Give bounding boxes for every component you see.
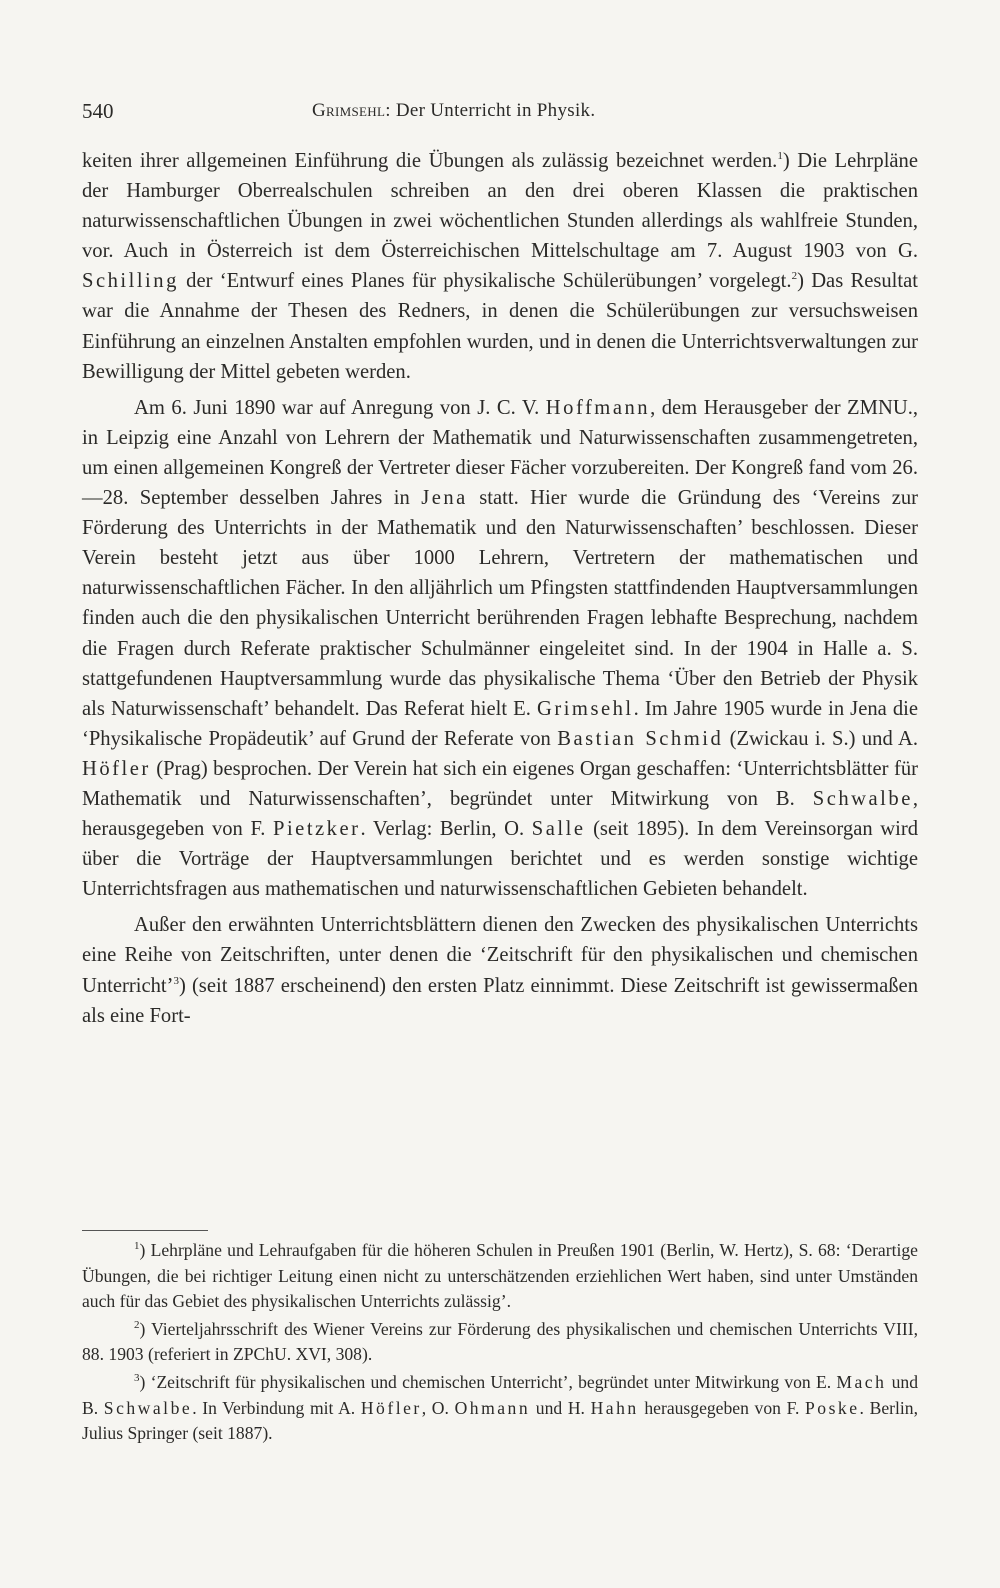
spaced-name: Jena	[421, 487, 468, 510]
text-run: , dem Herausgeber der ZMNU., in Leipzig eine Anzahl von Lehrern der Mathematik und Naturwissenschaften zusammengetreten, um einen allgemeinen Kongreß der Vertreter dieser Fächer vorzubereiten. Der Kongreß fand vom 26.—28. September desselben Jahres in	[82, 396, 918, 510]
text-run: keiten ihrer allgemeinen Einführung die Übungen als zulässig bezeichnet werden.	[82, 150, 778, 172]
spaced-name: Poske	[805, 1397, 860, 1418]
paragraph-3	[82, 910, 918, 1030]
footnote-3	[82, 1370, 918, 1447]
paragraph-1	[82, 146, 918, 387]
spaced-name: Schilling	[82, 270, 179, 293]
spaced-name: Schwalbe	[812, 787, 913, 810]
text-run: ) Vierteljahrsschrift des Wiener Vereins zur Förderung des physikalischen und chemischen Unterrichts VIII, 88. 1903 (referiert in ZPChU. XVI, 308).	[82, 1318, 918, 1365]
spaced-name: Pietzker	[273, 818, 361, 841]
paragraph-2	[82, 393, 918, 905]
text-run: der ‘Entwurf eines Planes für physikalische Schülerübungen’ vorgelegt.	[178, 270, 792, 293]
body-text	[82, 146, 918, 1031]
footnote-1	[82, 1238, 918, 1315]
footnotes	[82, 1238, 918, 1449]
text-run: . Verlag: Berlin, O.	[360, 818, 532, 841]
text-run: (Zwickau i. S.) und A.	[723, 727, 918, 750]
footnote-ref-3: 3	[173, 974, 179, 987]
spaced-name: Grimsehl	[536, 697, 634, 720]
spaced-name: Höfler	[82, 757, 151, 780]
text-run: ) Das Resultat war die Annahme der Thesen des Redners, in denen die Schülerübungen zur versuchsweisen Einführung an einzelnen Anstalten empfohlen wurden, und in denen die Unterrichtsverwaltungen zur Bewilligung der Mittel gebeten werden.	[82, 270, 918, 383]
text-run: statt. Hier wurde die Gründung des ‘Vereins zur Förderung des Unterrichts in der Mathematik und den Naturwissenschaften’ beschlossen. Dieser Verein besteht jetzt aus über 1000 Lehrern, Vertretern der mathematischen und naturwissenschaftlichen Fächer. In den alljährlich um Pfingsten stattfindenden Hauptversammlungen finden auch die den physikalischen Unterricht berührenden Fragen lebhafte Besprechung, nachdem die Fragen durch Referate praktischer Schulmänner eingeleitet sind. In der 1904 in Halle a. S. stattgefundenen Hauptversammlung wurde das physikalische Thema ‘Über den Betrieb der Physik als Naturwissenschaft’ behandelt. Das Referat hielt E.	[82, 487, 918, 720]
spaced-name: Mach	[836, 1371, 887, 1392]
text-run: . Im Jahre 1905 wurde in Jena die ‘Physikalische Propädeutik’ auf Grund der Referate von	[82, 697, 918, 750]
text-run: ) Die Lehrpläne der Hamburger Oberrealschulen schreiben an den drei oberen Klassen die praktischen naturwissenschaftlichen Übungen in zwei wöchentlichen Stunden allerdings als wahlfreie Stunden, vor. Auch in Österreich ist dem Österreichischen Mittelschultage am 7. August 1903 von G.	[82, 150, 918, 263]
text-run: Am 6. Juni 1890 war auf Anregung von J. C. V.	[134, 396, 546, 419]
spaced-name: Höfler	[360, 1397, 422, 1418]
footnote-ref-1: 1	[777, 150, 783, 163]
text-run: Außer den erwähnten Unterrichtsblättern dienen den Zwecken des physikalischen Unterrichts eine Reihe von Zeitschriften, unter denen die ‘Zeitschrift für den physikalischen und chemischen Unterricht’	[82, 914, 918, 997]
spaced-name: Schwalbe	[103, 1397, 193, 1418]
text-run: . Berlin, Julius Springer (seit 1887).	[82, 1397, 918, 1444]
page-number: 540	[82, 99, 114, 123]
text-run: , herausgegeben von F.	[82, 787, 918, 841]
spaced-name: Salle	[531, 818, 586, 841]
spaced-name: Hahn	[590, 1397, 639, 1418]
footnote-marker: 3	[134, 1372, 140, 1385]
text-run: , O.	[421, 1397, 455, 1418]
text-run: herausgegeben von F.	[638, 1397, 805, 1418]
running-title-author: Grimsehl	[312, 100, 386, 121]
footnote-marker: 1	[134, 1240, 140, 1253]
spaced-name: Bastian Schmid	[557, 727, 724, 750]
footnote-ref-2: 2	[791, 270, 798, 283]
text-run: . In Verbindung mit A.	[192, 1397, 361, 1418]
text-run: ) ‘Zeitschrift für physikalischen und chemischen Unterricht’, begründet unter Mitwirkung von E.	[139, 1371, 837, 1392]
spaced-name: Ohmann	[454, 1397, 531, 1418]
text-run: ) Lehrpläne und Lehraufgaben für die höheren Schulen in Preußen 1901 (Berlin, W. Hertz), S. 68: ‘Derartige Übungen, die bei richtiger Leitung einen nicht zu unterschätzenden erziehlichen Wert haben, sind unter Umständen auch für das Gebiet des physikalischen Unterrichts zulässig’.	[82, 1240, 918, 1312]
running-title-text: : Der Unterricht in Physik.	[385, 100, 596, 121]
text-run: und B.	[82, 1371, 918, 1418]
spaced-name: Hoffmann	[545, 396, 651, 419]
footnote-2	[82, 1317, 918, 1368]
footnote-separator	[82, 1230, 208, 1231]
text-run: und H.	[530, 1397, 591, 1418]
text-run: ) (seit 1887 erscheinend) den ersten Platz einnimmt. Diese Zeitschrift ist gewissermaßen als eine Fort-	[82, 974, 918, 1027]
footnote-marker: 2	[134, 1318, 140, 1331]
text-run: (Prag) besprochen. Der Verein hat sich ein eigenes Organ geschaffen: ‘Unterrichtsblätter für Mathematik und Naturwissenschaften’, begründet unter Mitwirkung von B.	[82, 757, 918, 810]
text-run: (seit 1895). In dem Vereinsorgan wird über die Vorträge der Hauptversammlungen berichtet und es werden sonstige wichtige Unterrichtsfragen aus mathematischen und naturwissenschaftlichen Gebieten behandelt.	[82, 818, 918, 901]
running-title	[312, 98, 595, 124]
